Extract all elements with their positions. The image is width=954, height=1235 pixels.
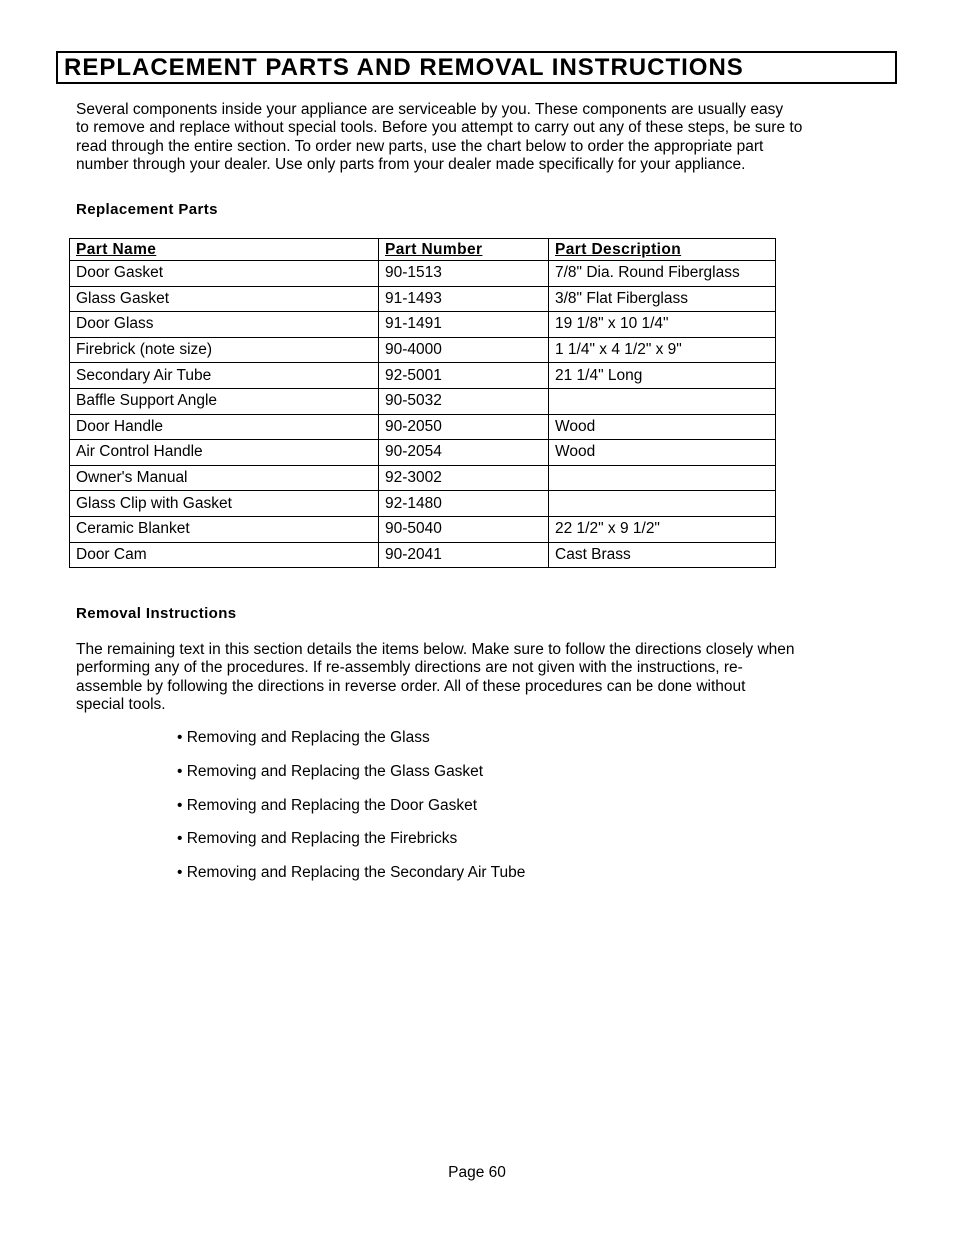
parts-table <box>69 238 776 568</box>
table-row <box>70 312 776 338</box>
list-item: • Removing and Replacing the Firebricks <box>177 830 458 848</box>
intro-line: to remove and replace without special tools. Before you attempt to carry out any of these steps, be sure to <box>76 119 803 137</box>
page-title: REPLACEMENT PARTS AND REMOVAL INSTRUCTIONS <box>64 54 744 81</box>
part-description-cell: 19 1/8" x 10 1/4" <box>549 312 776 338</box>
part-description-cell: 1 1/4" x 4 1/2" x 9" <box>549 337 776 363</box>
part-number-cell: 90-1513 <box>379 261 549 287</box>
part-number-cell: 90-5032 <box>379 388 549 414</box>
part-name-cell: Firebrick (note size) <box>70 337 379 363</box>
part-name-cell: Secondary Air Tube <box>70 363 379 389</box>
intro-line: read through the entire section. To order new parts, use the chart below to order the appropriate part <box>76 137 764 155</box>
removal-line: The remaining text in this section details the items below. Make sure to follow the directions closely when <box>76 641 795 658</box>
header-part-number: Part Number <box>379 239 549 261</box>
part-description-cell: Wood <box>549 414 776 440</box>
part-number-cell: 90-5040 <box>379 516 549 542</box>
part-description-cell <box>549 388 776 414</box>
replacement-parts-heading: Replacement Parts <box>76 201 218 218</box>
removal-line: performing any of the procedures. If re-assembly directions are not given with the instructions, re- <box>76 659 743 677</box>
part-name-cell: Glass Gasket <box>70 286 379 312</box>
intro-line: number through your dealer. Use only parts from your dealer made specifically for your appliance. <box>76 156 746 174</box>
part-name-cell: Door Cam <box>70 542 379 568</box>
page-number: Page 60 <box>448 1164 506 1181</box>
part-number-cell: 92-3002 <box>379 465 549 491</box>
removal-line: special tools. <box>76 696 166 714</box>
header-part-description: Part Description <box>549 239 776 261</box>
list-item: • Removing and Replacing the Glass <box>177 729 430 746</box>
page-title-box <box>56 51 897 84</box>
part-description-cell: Cast Brass <box>549 542 776 568</box>
procedure-list <box>177 729 525 898</box>
parts-table-body <box>70 261 776 568</box>
header-part-name: Part Name <box>70 239 379 261</box>
table-row <box>70 542 776 568</box>
part-name-cell: Door Glass <box>70 312 379 338</box>
list-item: • Removing and Replacing the Secondary Air Tube <box>177 864 526 882</box>
table-row <box>70 516 776 542</box>
part-description-cell: Wood <box>549 440 776 466</box>
part-number-cell: 92-5001 <box>379 363 549 389</box>
table-row <box>70 440 776 466</box>
removal-line: assemble by following the directions in reverse order. All of these procedures can be done without <box>76 677 746 695</box>
table-row <box>70 465 776 491</box>
intro-line: Several components inside your appliance are serviceable by you. These components are usually easy <box>76 101 784 118</box>
list-item: • Removing and Replacing the Door Gasket <box>177 796 478 814</box>
removal-paragraph <box>76 641 795 715</box>
table-header-row <box>70 239 776 261</box>
table-row <box>70 286 776 312</box>
table-row <box>70 337 776 363</box>
part-description-cell: 21 1/4" Long <box>549 363 776 389</box>
table-row <box>70 414 776 440</box>
table-row <box>70 491 776 517</box>
part-name-cell: Door Gasket <box>70 261 379 287</box>
part-description-cell: 3/8" Flat Fiberglass <box>549 286 776 312</box>
part-number-cell: 92-1480 <box>379 491 549 517</box>
table-row <box>70 261 776 287</box>
table-row <box>70 363 776 389</box>
part-name-cell: Baffle Support Angle <box>70 388 379 414</box>
list-item: • Removing and Replacing the Glass Gasket <box>177 762 484 780</box>
part-name-cell: Owner's Manual <box>70 465 379 491</box>
part-description-cell <box>549 465 776 491</box>
part-description-cell: 7/8" Dia. Round Fiberglass <box>549 261 776 287</box>
part-description-cell: 22 1/2" x 9 1/2" <box>549 516 776 542</box>
part-description-cell <box>549 491 776 517</box>
part-number-cell: 90-2050 <box>379 414 549 440</box>
part-name-cell: Air Control Handle <box>70 440 379 466</box>
table-row <box>70 388 776 414</box>
intro-paragraph <box>76 101 802 175</box>
part-number-cell: 91-1493 <box>379 286 549 312</box>
part-name-cell: Door Handle <box>70 414 379 440</box>
removal-instructions-heading: Removal Instructions <box>76 605 237 622</box>
part-number-cell: 90-2054 <box>379 440 549 466</box>
part-number-cell: 90-2041 <box>379 542 549 568</box>
part-name-cell: Glass Clip with Gasket <box>70 491 379 517</box>
part-number-cell: 91-1491 <box>379 312 549 338</box>
part-number-cell: 90-4000 <box>379 337 549 363</box>
part-name-cell: Ceramic Blanket <box>70 516 379 542</box>
